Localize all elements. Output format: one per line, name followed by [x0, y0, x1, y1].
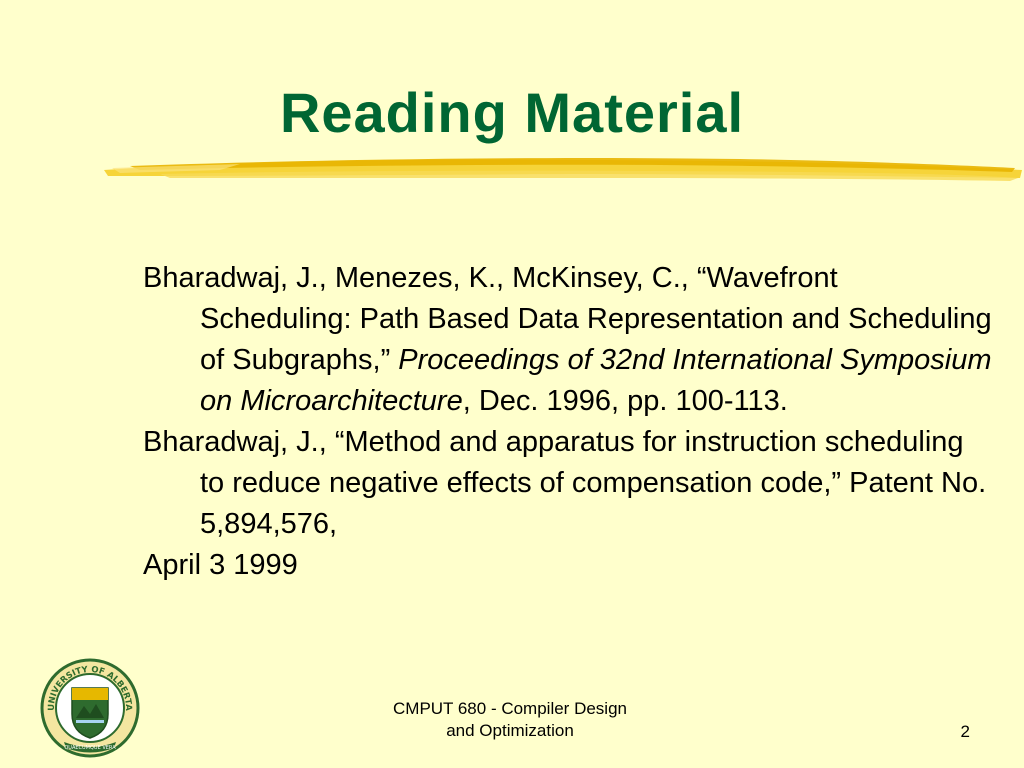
reference-venue: Proceedings of 32nd International Symposium on Microarchitecture: [200, 344, 992, 417]
crest-motto-text: QUAECUMQUE VERA: [64, 745, 116, 751]
footer-course-line2: and Optimization: [446, 721, 574, 740]
reference-authors-title: Bharadwaj, J., Menezes, K., McKinsey, C., “Wavefront Scheduling: Path Based Data Representation and Scheduling of Subgraphs,”: [143, 262, 992, 376]
slide-page-number: 2: [960, 722, 970, 741]
reference-date: April 3 1999: [143, 549, 298, 581]
university-crest-icon: [40, 658, 140, 758]
footer-course-line1: CMPUT 680 - Compiler Design: [393, 699, 627, 718]
reference-item: [143, 258, 993, 422]
title-underline-brush: [100, 148, 1024, 188]
reference-authors-title: Bharadwaj, J., “Method and apparatus for instruction scheduling to reduce negative effects of compensation code,” Patent No. 5,894,576,: [143, 426, 987, 540]
footer-course-title: [360, 698, 660, 742]
crest-top-text: UNIVERSITY OF ALBERTA: [46, 664, 134, 711]
reference-list: [143, 258, 993, 586]
slide-title: Reading Material: [279, 81, 745, 144]
reference-date-pages: , Dec. 1996, pp. 100-113.: [462, 385, 788, 417]
reference-item: [143, 422, 993, 586]
